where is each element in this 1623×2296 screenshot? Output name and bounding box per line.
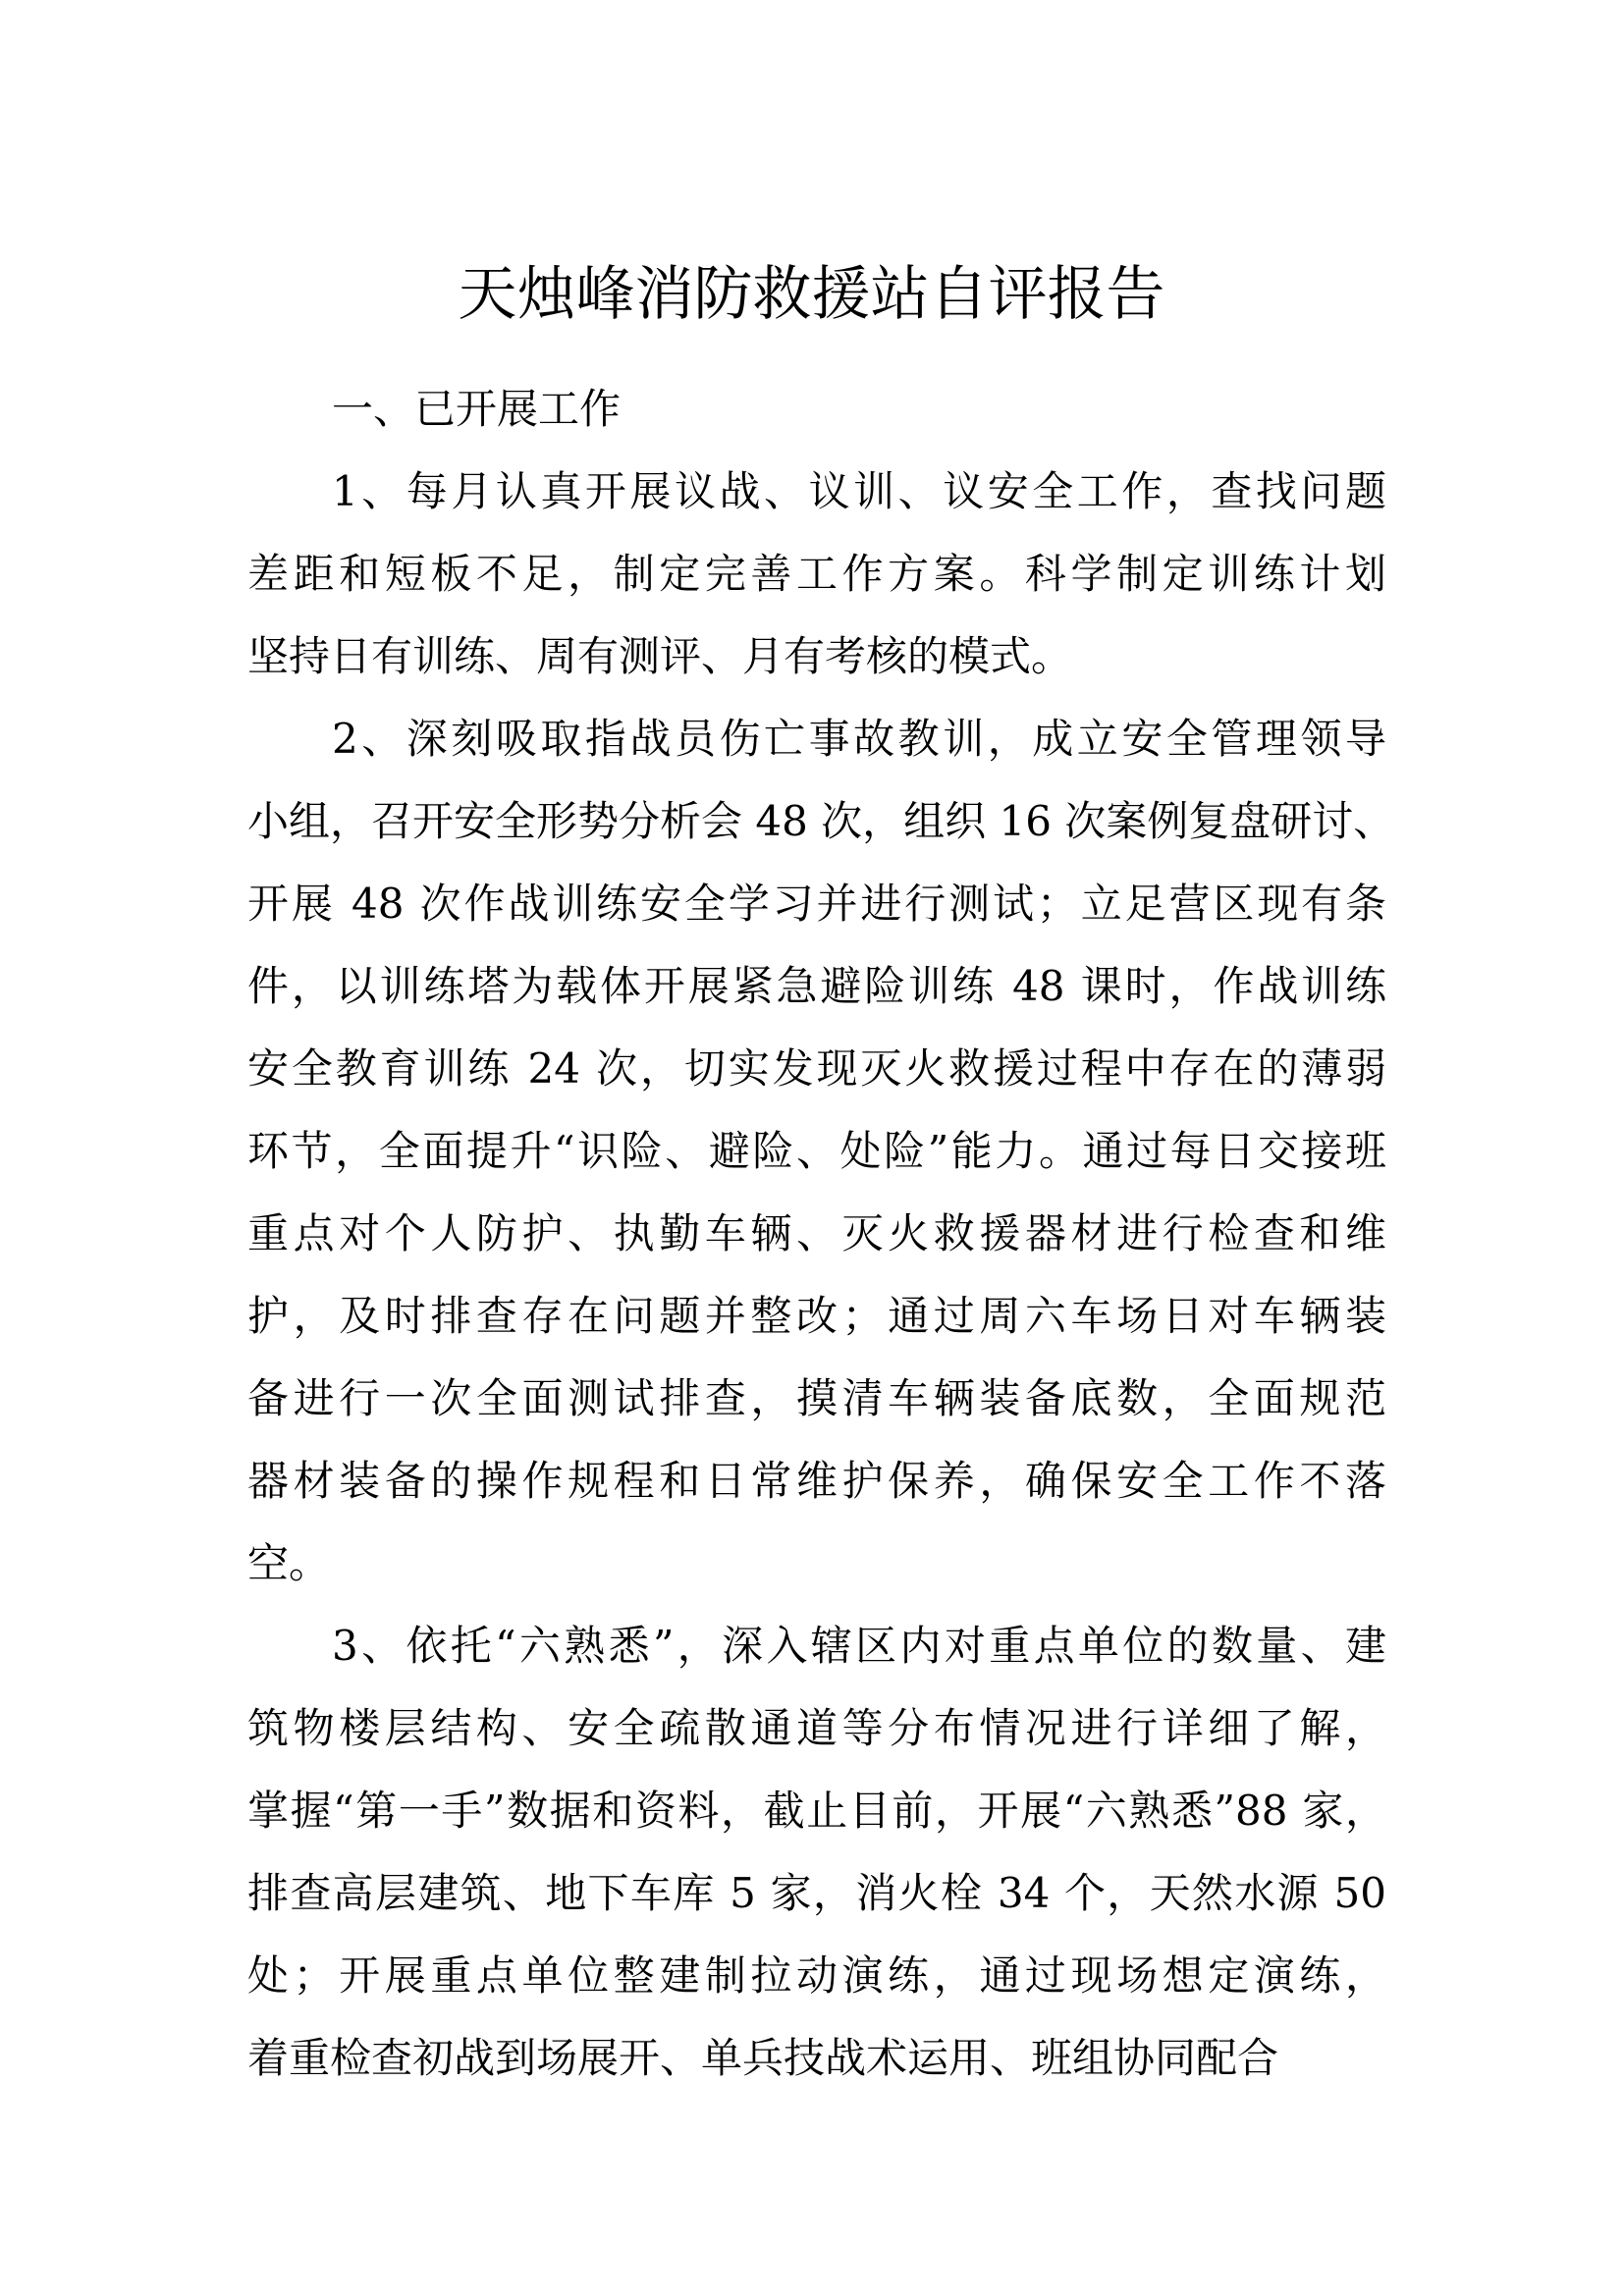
text-line: 重点对个人防护、执勤车辆、灭火救援器材进行检查和维 bbox=[247, 1209, 1386, 1257]
text-line: 空。 bbox=[247, 1539, 331, 1587]
paragraph bbox=[247, 451, 1386, 698]
text-line: 排查高层建筑、地下车库 5 家，消火栓 34 个，天然水源 50 bbox=[247, 1869, 1386, 1917]
text-line: 1、每月认真开展议战、议训、议安全工作，查找问题 bbox=[332, 467, 1386, 515]
paragraphs bbox=[247, 451, 1395, 2100]
text-line: 件，以训练塔为载体开展紧急避险训练 48 课时，作战训练 bbox=[247, 962, 1386, 1010]
text-line: 器材装备的操作规程和日常维护保养，确保安全工作不落 bbox=[247, 1457, 1386, 1505]
text-line: 筑物楼层结构、安全疏散通道等分布情况进行详细了解， bbox=[247, 1704, 1386, 1752]
text-line: 掌握“第一手”数据和资料，截止目前，开展“六熟悉”88 家， bbox=[247, 1787, 1386, 1835]
text-line: 安全教育训练 24 次，切实发现灭火救援过程中存在的薄弱 bbox=[247, 1044, 1386, 1093]
text-line: 着重检查初战到场展开、单兵技战术运用、班组协同配合 bbox=[247, 2034, 1279, 2082]
paragraph bbox=[247, 1605, 1386, 2100]
text-line: 开展 48 次作战训练安全学习并进行测试；立足营区现有条 bbox=[247, 880, 1386, 928]
paragraph bbox=[247, 698, 1395, 1605]
text-line: 小组，召开安全形势分析会 48 次，组织 16 次案例复盘研讨、 bbox=[247, 797, 1395, 845]
text-line: 护，及时排查存在问题并整改；通过周六车场日对车辆装 bbox=[247, 1292, 1386, 1340]
text-line: 2、深刻吸取指战员伤亡事故教训，成立安全管理领导 bbox=[332, 715, 1386, 763]
text-line: 环节，全面提升“识险、避险、处险”能力。通过每日交接班 bbox=[247, 1127, 1386, 1175]
text-line: 3、依托“六熟悉”，深入辖区内对重点单位的数量、建 bbox=[332, 1622, 1386, 1670]
text-line: 备进行一次全面测试排查，摸清车辆装备底数，全面规范 bbox=[247, 1374, 1386, 1422]
document-title: 天烛峰消防救援站自评报告 bbox=[458, 260, 1165, 329]
text-line: 坚持日有训练、周有测评、月有考核的模式。 bbox=[247, 632, 1073, 680]
text-line: 处；开展重点单位整建制拉动演练，通过现场想定演练， bbox=[247, 1951, 1386, 2000]
document-body bbox=[247, 368, 1395, 2100]
text-line: 差距和短板不足，制定完善工作方案。科学制定训练计划 bbox=[247, 550, 1386, 598]
section-heading: 一、已开展工作 bbox=[332, 385, 622, 433]
